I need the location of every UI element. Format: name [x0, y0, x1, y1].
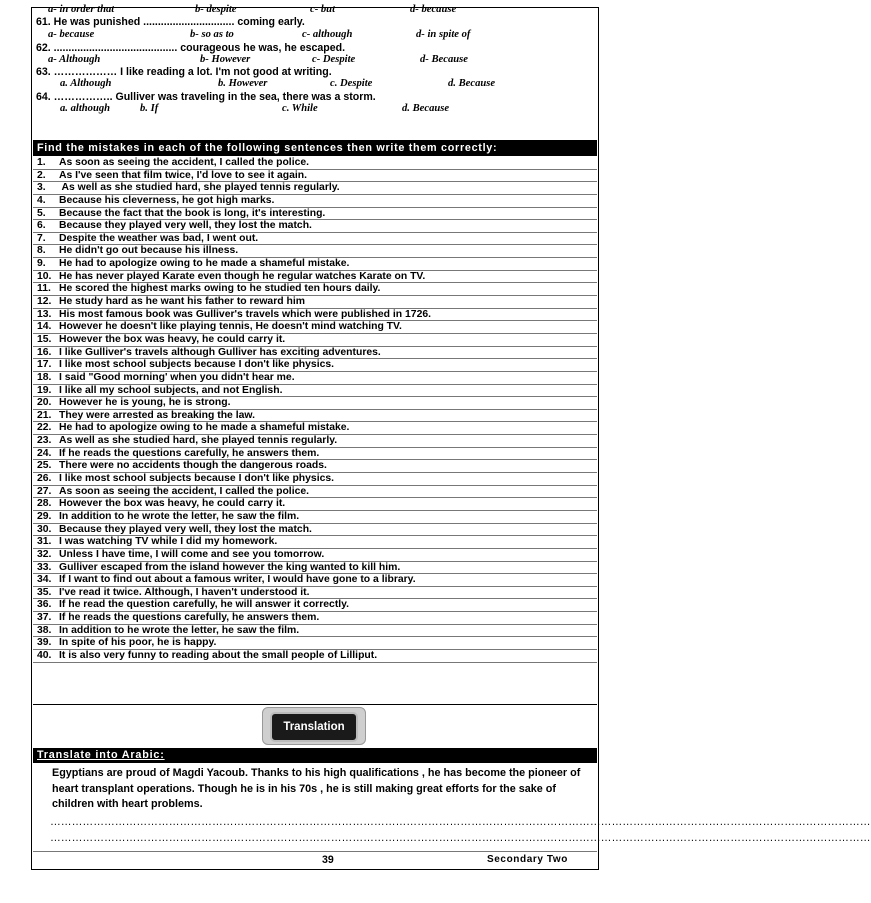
option-b: b- despite — [195, 4, 237, 15]
item-number: 1. — [37, 157, 46, 168]
list-item — [33, 637, 597, 650]
item-number: 20. — [37, 397, 52, 409]
list-item — [33, 283, 597, 296]
item-number: 36. — [37, 599, 52, 611]
item-number: 38. — [37, 624, 52, 636]
item-number: 13. — [37, 308, 52, 320]
item-sentence: He had to apologize owing to he made a shameful mistake. — [59, 422, 350, 434]
item-number: 39. — [37, 637, 52, 649]
list-item — [33, 460, 597, 473]
list-item — [33, 385, 597, 398]
item-sentence: If I want to find out about a famous writer, I would have gone to a library. — [59, 574, 416, 586]
list-item — [33, 625, 597, 638]
item-number: 29. — [37, 510, 52, 522]
item-sentence: As well as she studied hard, she played tennis regularly. — [59, 182, 340, 194]
option-d: d. Because — [448, 78, 496, 89]
option-b: b- so as to — [190, 29, 234, 40]
option-d: d- because — [410, 4, 457, 15]
item-number: 8. — [37, 245, 46, 257]
item-number: 11. — [37, 283, 51, 295]
list-item — [33, 321, 597, 334]
item-number: 4. — [37, 194, 46, 206]
option-a: a. although — [60, 103, 111, 114]
item-number: 14. — [37, 321, 52, 333]
translation-badge: Translation — [270, 712, 358, 742]
item-number: 40. — [37, 649, 52, 661]
item-sentence: Because they played very well, they lost the match. — [59, 523, 312, 535]
option-a: a- because — [48, 29, 95, 40]
item-sentence: I was watching TV while I did my homework. — [59, 536, 278, 548]
mistakes-heading: Find the mistakes in each of the following sentences then write them correctly: — [33, 140, 597, 156]
option-b: b. If — [140, 103, 159, 114]
item-number: 31. — [37, 536, 52, 548]
item-sentence: It is also very funny to reading about the small people of Lilliput. — [59, 649, 378, 661]
item-number: 21. — [37, 409, 52, 421]
list-item — [33, 220, 597, 233]
list-item — [33, 599, 597, 612]
item-sentence: As well as she studied hard, she played tennis regularly. — [59, 435, 338, 447]
item-number: 33. — [37, 561, 52, 573]
item-sentence: However he doesn't like playing tennis, He doesn't mind watching TV. — [59, 321, 402, 333]
item-number: 18. — [37, 371, 52, 383]
item-sentence: However he is young, he is strong. — [59, 397, 231, 409]
option-b: b. However — [218, 78, 268, 89]
list-item — [33, 562, 597, 575]
item-number: 15. — [37, 333, 52, 345]
item-number: 12. — [37, 296, 52, 308]
mcq-stem-64: 64. …………….. Gulliver was traveling in the sea, there was a storm. — [36, 91, 376, 103]
item-number: 28. — [37, 498, 52, 510]
answer-line-2: ………………………………………………………………………………………………………………………………………………………………………………………………………… — [50, 832, 871, 844]
item-number: 5. — [37, 207, 46, 219]
item-number: 32. — [37, 548, 52, 560]
list-item — [33, 233, 597, 246]
list-item — [33, 208, 597, 221]
item-number: 23. — [37, 435, 52, 447]
item-number: 24. — [37, 447, 52, 459]
item-number: 19. — [37, 384, 52, 396]
translate-heading: Translate into Arabic: — [33, 748, 597, 763]
mcq-stem-62: 62. .......................................... courageous he was, he escaped. — [36, 42, 346, 54]
list-item — [33, 359, 597, 372]
option-a: a- in order that — [48, 4, 115, 15]
list-item — [33, 258, 597, 271]
list-item — [33, 498, 597, 511]
option-a: a. Although — [60, 78, 112, 89]
list-item — [33, 334, 597, 347]
list-item — [33, 435, 597, 448]
item-sentence: I've read it twice. Although, I haven't understood it. — [59, 586, 310, 598]
item-sentence: If he reads the questions carefully, he answers them. — [59, 612, 320, 624]
item-number: 37. — [37, 612, 52, 624]
list-item — [33, 347, 597, 360]
option-d: d. Because — [402, 103, 450, 114]
item-number: 6. — [37, 220, 46, 232]
list-item — [33, 511, 597, 524]
item-sentence: He had to apologize owing to he made a shameful mistake. — [59, 258, 350, 270]
list-item — [33, 549, 597, 562]
item-number: 26. — [37, 473, 52, 485]
list-item — [33, 473, 597, 486]
option-d: d- Because — [420, 54, 468, 65]
item-sentence: However the box was heavy, he could carry it. — [59, 498, 286, 510]
item-sentence: I like most school subjects because I don't like physics. — [59, 473, 335, 485]
mcq-stem-61: 61. He was punished ............................... coming early. — [36, 16, 305, 28]
list-item — [33, 650, 597, 663]
item-sentence: He study hard as he want his father to reward him — [59, 296, 305, 308]
item-sentence: He didn't go out because his illness. — [59, 245, 239, 257]
item-number: 17. — [37, 359, 52, 371]
list-item — [33, 397, 597, 410]
item-sentence: I like Gulliver's travels although Gulliver has exciting adventures. — [59, 346, 381, 358]
item-number: 25. — [37, 460, 52, 472]
item-sentence: Despite the weather was bad, I went out. — [59, 232, 259, 244]
item-number: 7. — [37, 232, 46, 244]
list-item — [33, 612, 597, 625]
item-sentence: He scored the highest marks owing to he studied ten hours daily. — [59, 283, 381, 295]
list-item — [33, 271, 597, 284]
item-sentence: They were arrested as breaking the law. — [59, 409, 255, 421]
option-c: c- although — [302, 29, 353, 40]
item-number: 35. — [37, 586, 52, 598]
item-number: 16. — [37, 346, 52, 358]
item-sentence: Because his cleverness, he got high marks. — [59, 194, 275, 206]
option-b: b- However — [200, 54, 251, 65]
list-item — [33, 182, 597, 195]
answer-line-1: ………………………………………………………………………………………………………………………………………………………………………………………………………… — [50, 816, 871, 828]
list-item — [33, 486, 597, 499]
option-c: c- Despite — [312, 54, 356, 65]
list-item — [33, 536, 597, 549]
list-item — [33, 587, 597, 600]
item-number: 34. — [37, 574, 52, 586]
item-sentence: Gulliver escaped from the island however the king wanted to kill him. — [59, 561, 401, 573]
list-item — [33, 410, 597, 423]
item-number: 9. — [37, 258, 46, 270]
item-sentence: However the box was heavy, he could carry it. — [59, 333, 286, 345]
item-number: 3. — [37, 182, 46, 194]
page-number: 39 — [322, 854, 334, 866]
section-divider — [33, 704, 597, 705]
item-sentence: If he read the question carefully, he will answer it correctly. — [59, 599, 350, 611]
footer-rule — [33, 851, 597, 852]
translation-paragraph: Egyptians are proud of Magdi Yacoub. Thanks to his high qualifications , he has become the pioneer of heart transplant operations. Though he is in his 70s , he is still making great efforts for the sake of children with heart problems. — [52, 767, 581, 810]
option-c: c. While — [282, 103, 318, 114]
item-sentence: He has never played Karate even though he regular watches Karate on TV. — [59, 270, 426, 282]
grade-level: Secondary Two — [487, 854, 568, 865]
list-item — [33, 157, 597, 170]
list-item — [33, 170, 597, 183]
item-sentence: As I've seen that film twice, I'd love to see it again. — [59, 169, 308, 181]
list-item — [33, 372, 597, 385]
item-number: 10. — [37, 270, 52, 282]
item-sentence: I like all my school subjects, and not English. — [59, 384, 283, 396]
item-sentence: There were no accidents though the dangerous roads. — [59, 460, 327, 472]
item-sentence: As soon as seeing the accident, I called the police. — [59, 485, 310, 497]
item-number: 22. — [37, 422, 52, 434]
mcq-stem-63: 63. ……………… I like reading a lot. I'm not good at writing. — [36, 66, 332, 78]
item-sentence: If he reads the questions carefully, he answers them. — [59, 447, 320, 459]
list-item — [33, 245, 597, 258]
item-sentence: In spite of his poor, he is happy. — [59, 637, 217, 649]
list-item — [33, 574, 597, 587]
item-sentence: Unless I have time, I will come and see you tomorrow. — [59, 548, 325, 560]
option-c: c. Despite — [330, 78, 373, 89]
mistakes-list — [33, 157, 597, 663]
item-number: 30. — [37, 523, 52, 535]
item-number: 2. — [37, 169, 46, 181]
item-sentence: Because they played very well, they lost the match. — [59, 220, 312, 232]
item-sentence: As soon as seeing the accident, I called the police. — [59, 157, 310, 168]
list-item — [33, 422, 597, 435]
option-a: a- Although — [48, 54, 101, 65]
item-number: 27. — [37, 485, 52, 497]
item-sentence: I said "Good morning' when you didn't hear me. — [59, 371, 295, 383]
list-item — [33, 524, 597, 537]
item-sentence: In addition to he wrote the letter, he saw the film. — [59, 510, 300, 522]
option-c: c- but — [310, 4, 336, 15]
list-item — [33, 296, 597, 309]
item-sentence: His most famous book was Gulliver's travels which were published in 1726. — [59, 308, 432, 320]
list-item — [33, 309, 597, 322]
list-item — [33, 195, 597, 208]
item-sentence: I like most school subjects because I don't like physics. — [59, 359, 335, 371]
list-item — [33, 448, 597, 461]
item-sentence: In addition to he wrote the letter, he saw the film. — [59, 624, 300, 636]
item-sentence: Because the fact that the book is long, it's interesting. — [59, 207, 326, 219]
option-d: d- in spite of — [416, 29, 471, 40]
